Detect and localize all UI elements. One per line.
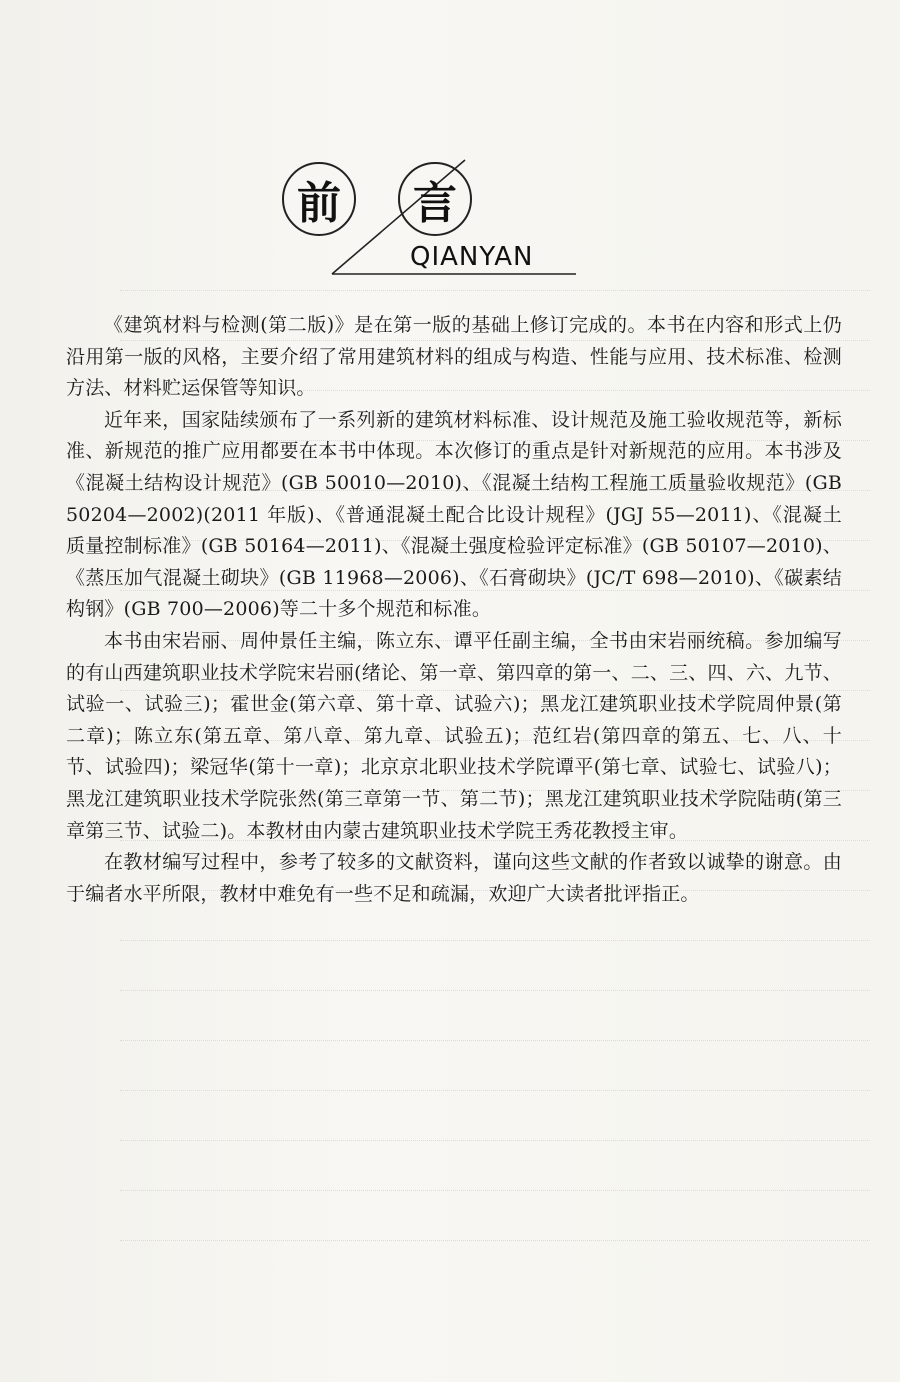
paragraph-2: 近年来，国家陆续颁布了一系列新的建筑材料标准、设计规范及施工验收规范等，新标准、新规范的推广应用都要在本书中体现。本次修订的重点是针对新规范的应用。本书涉及《混凝土结构设计规范》(GB 50010—2010)、《混凝土结构工程施工质量验收规范》(GB 50204—2002)(2011 年版)、《普通混凝土配合比设计规程》(JGJ 55—2011)、《混凝土质量控制标准》(GB 50164—2011)、《混凝土强度检验评定标准》(GB 50107—2010)、《蒸压加气混凝土砌块》(GB 11968—2006)、《石膏砌块》(JC/T 698—2010)、《碳素结构钢》(GB 700—2006)等二十多个规范和标准。 bbox=[66, 408, 842, 621]
heading-char-2: 言 bbox=[398, 162, 472, 236]
preface-body bbox=[66, 310, 842, 910]
paragraph-3: 本书由宋岩丽、周仲景任主编，陈立东、谭平任副主编，全书由宋岩丽统稿。参加编写的有山西建筑职业技术学院宋岩丽(绪论、第一章、第四章的第一、二、三、四、六、九节、试验一、试验三)；霍世金(第六章、第十章、试验六)；黑龙江建筑职业技术学院周仲景(第二章)；陈立东(第五章、第八章、第九章、试验五)；范红岩(第四章的第五、七、八、十节、试验四)；梁冠华(第十一章)；北京京北职业技术学院谭平(第七章、试验七、试验八)；黑龙江建筑职业技术学院张然(第三章第一节、第二节)；黑龙江建筑职业技术学院陆萌(第三章第三节、试验二)。本教材由内蒙古建筑职业技术学院王秀花教授主审。 bbox=[66, 629, 842, 842]
heading-pinyin: QIANYAN bbox=[410, 242, 534, 272]
paragraph-1: 《建筑材料与检测(第二版)》是在第一版的基础上修订完成的。本书在内容和形式上仍沿用第一版的风格，主要介绍了常用建筑材料的组成与构造、性能与应用、技术标准、检测方法、材料贮运保管等知识。 bbox=[66, 314, 842, 400]
preface-heading bbox=[270, 150, 590, 280]
heading-char-1: 前 bbox=[282, 162, 356, 236]
paragraph-4: 在教材编写过程中，参考了较多的文献资料，谨向这些文献的作者致以诚挚的谢意。由于编者水平所限，教材中难免有一些不足和疏漏，欢迎广大读者批评指正。 bbox=[66, 851, 842, 905]
